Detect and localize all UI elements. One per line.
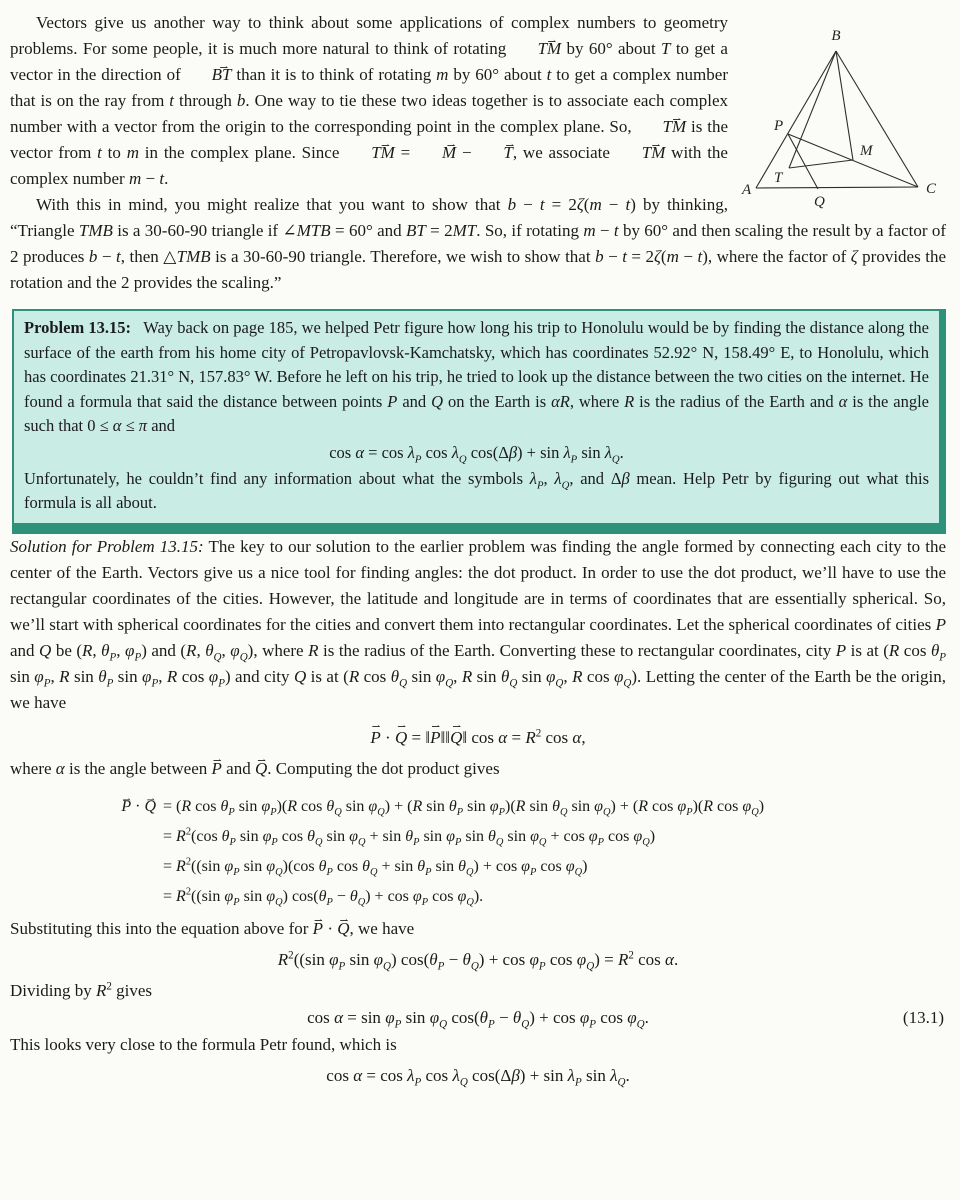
solution-paragraph-1: Solution for Problem 13.15: The key to our solution to the earlier problem was finding the angle formed by connecting each city to the center of the Earth. Vectors give us a nice tool for finding angles: the dot product. In order to use the dot product, we’ll have to use the rectangular coordinates of the cities. However, the latitude and longitude are in terms of coordinates that are essentially spherical. So, we’ll start with spherical coordinates for the cities and convert them into rectangular coordinates. Let the spherical coordinates of cities P and Q be (R, $\theta_P$, $\varphi_P$) and (R, $\theta_Q$, $\varphi_Q$), where R is the radius of the Earth. Converting these to rectangular coordinates, city P is at (R $\cos \theta_P$ $\sin \varphi_P$, R $\sin \theta_P$ $\sin \varphi_P$, R $\cos \varphi_P$) and city Q is at (R $\cos \theta_Q$ $\sin \varphi_Q$, R $\sin \theta_Q$ $\sin \varphi_Q$, R $\cos \varphi_Q$). Letting the center of the Earth be the origin, we have	[10, 536, 947, 712]
equation-rhs: = $R^2(\cos$ $\theta_P$ $\sin \varphi_P$ $\cos \theta_Q$ $\sin \varphi_Q + \sin \theta_P$ $\sin \varphi_P$ $\sin \theta_Q$ $\sin \varphi_Q + \cos \varphi_P$ $\cos \varphi_Q$)	[163, 826, 656, 848]
equation-row	[10, 792, 946, 822]
equation-13-1-body: $\cos \alpha = \sin \varphi_P$ $\sin \varphi_Q$ $\cos(\theta_P - \theta_Q) + \cos \varphi_P$ $\cos \varphi_Q$.	[307, 1007, 649, 1030]
equation-lhs: ⇀ P · ⇀ Q	[10, 792, 156, 822]
problem-box	[12, 309, 946, 534]
equation-row	[10, 882, 946, 912]
solution-paragraph-2: where α is the angle between ⇀ P and ⇀ Q. Computing the dot product gives	[10, 756, 946, 782]
figure-label-b: B	[831, 28, 841, 44]
figure-label-q: Q	[814, 194, 825, 210]
equation-number: (13.1)	[902, 1007, 944, 1027]
intro-section	[10, 10, 946, 210]
problem-statement	[24, 316, 929, 439]
dot-product-equation: ⇀ P · ⇀ Q = ‖⇀ P‖‖⇀ Q‖ $\cos \alpha = R^2$ cos α,	[10, 728, 946, 748]
figure-label-t: T	[774, 170, 783, 186]
solution-paragraph-3: Substituting this into the equation above for ⇀ P · ⇀ Q, we have	[10, 916, 946, 942]
triangle-figure	[736, 10, 946, 212]
equation-row	[10, 822, 946, 852]
petr-formula-equation: $\cos \alpha = \cos \lambda_P$ $\cos \lambda_Q$ $\cos(\Delta\beta) + \sin \lambda_P$ $\sin \lambda_Q$.	[326, 1065, 630, 1088]
equation-lhs	[10, 882, 156, 912]
motivation-paragraph: With this in mind, you might realize that you want to show that b − t = 2ζ(m − t) by thinking, “Triangle TMB is a 30-60-90 triangle if ∠MTB = 60° and BT = 2MT. So, if rotating m − t by 60° and then scaling the result by a factor of 2 produces b − t, then △TMB is a 30-60-90 triangle. Therefore, we wish to show that b − t = 2ζ(m − t), where the factor of ζ provides the rotation and the 2 provides the scaling.”	[10, 195, 947, 292]
equation-rhs: = $R^2((\sin$ $\varphi_P$ $\sin \varphi_Q$) $\cos(\theta_P - \theta_Q) + \cos \varphi_P$ $\cos \varphi_Q$).	[163, 886, 484, 908]
figure-label-a: A	[742, 182, 752, 198]
equation-rhs: = (R $\cos \theta_P$ $\sin \varphi_P)(R$ $\cos \theta_Q$ $\sin \varphi_Q) + (R$ $\sin \theta_P$ $\sin \varphi_P)(R$ $\sin \theta_Q$ $\sin \varphi_Q) + (R$ $\cos \varphi_P)(R$ $\cos \varphi_Q$)	[163, 797, 765, 818]
problem-text: Way back on page 185, we helped Petr figure how long his trip to Honolulu would be by finding the distance along the surface of the earth from his home city of Petropavlovsk-Kamchatsky, which has coordinates 52.92° N, 158.49° E, to Honolulu, which has coordinates 21.31° N, 157.83° W. Before he left on his trip, he tried to look up the distance between the two cities on the internet. He found a formula that said the distance between points P and Q on the Earth is αR, where R is the radius of the Earth and α is the angle such that 0 ≤ α ≤ π and	[24, 318, 929, 435]
problem-text-2: Unfortunately, he couldn’t find any information about what the symbols $\lambda_P$, $\lambda_Q$, and Δβ mean. Help Petr by figuring out what this formula is all about.	[24, 468, 929, 512]
equation-rhs: = $R^2((\sin$ $\varphi_P$ $\sin \varphi_Q)(\cos$ $\theta_P$ $\cos \theta_Q + \sin \theta_P$ $\sin \theta_Q) + \cos \varphi_P$ $\cos \varphi_Q$)	[163, 856, 588, 878]
figure-label-c: C	[926, 181, 937, 197]
figure-label-p: P	[774, 118, 784, 134]
equation-13-1	[10, 1008, 946, 1028]
equation-lhs	[10, 822, 156, 852]
figure-label-m: M	[860, 143, 873, 159]
solution-paragraph-4: Dividing by $R^2$ gives	[10, 979, 153, 1000]
problem-formula: $\cos \alpha = \cos \lambda_P$ $\cos \lambda_Q$ $\cos(\Delta\beta) + \sin \lambda_P$ $\sin \lambda_Q$.	[329, 442, 624, 465]
equation-row	[10, 852, 946, 882]
substituted-equation: $R^2((\sin$ $\varphi_P$ $\sin \varphi_Q$) $\cos(\theta_P - \theta_Q) + \cos \varphi_P$ $\cos \varphi_Q) = R^2$ cos α.	[277, 948, 679, 972]
solution-paragraph-5: This looks very close to the formula Petr found, which is	[10, 1034, 397, 1054]
equation-lhs	[10, 852, 156, 882]
problem-number: Problem 13.15:	[24, 318, 131, 337]
dot-product-expansion	[10, 792, 946, 912]
triangle-diagram	[736, 10, 946, 212]
intro-paragraph: Vectors give us another way to think about some applications of complex numbers to geometry problems. For some people, it is much more natural to think of rotating ⇀ TM by 60° about T to get a vector in the direction of ⇀ BT than it is to think of rotating m by 60° about t to get a complex number that is on the ray from t through b. One way to tie these two ideas together is to associate each complex number with a vector from the origin to the corresponding point in the complex plane. So, ⇀ TM is the vector from t to m in the complex plane. Since ⇀ TM = ⇀ M − ⇀ T, we associate ⇀ TM with the complex number m − t.	[10, 10, 946, 192]
